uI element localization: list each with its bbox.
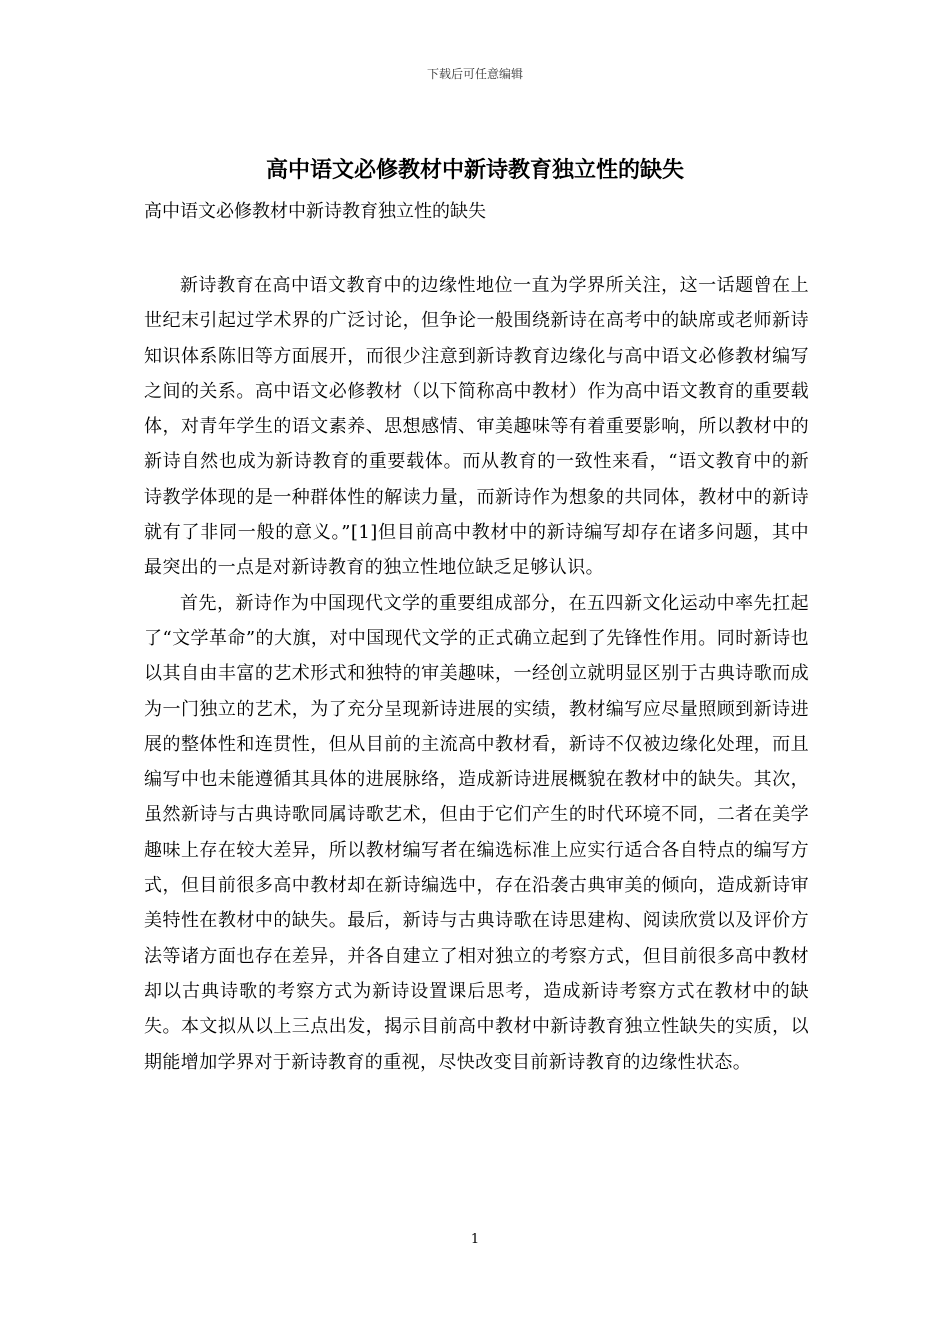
paragraph-intro: 新诗教育在高中语文教育中的边缘性地位一直为学界所关注，这一话题曾在上世纪末引起过学术界的广泛讨论，但争论一般围绕新诗在高考中的缺席或老师新诗知识体系陈旧等方面展开，而很少注意到新诗教育边缘化与高中语文必修教材编写之间的关系。高中语文必修教材（以下简称高中教材）作为高中语文教育的重要载体，对青年学生的语文素养、思想感情、审美趣味等有着重要影响，所以教材中的新诗自然也成为新诗教育的重要载体。而从教育的一致性来看，“语文教育中的新诗教学体现的是一种群体性的解读力量，而新诗作为想象的共同体，教材中的新诗就有了非同一般的意义。”[1]但目前高中教材中的新诗编写却存在诸多问题，其中最突出的一点是对新诗教育的独立性地位缺乏足够认识。 <box>144 275 809 579</box>
document-subtitle: 高中语文必修教材中新诗教育独立性的缺失 <box>144 201 486 222</box>
document-title: 高中语文必修教材中新诗教育独立性的缺失 <box>265 157 684 183</box>
header-note: 下载后可任意编辑 <box>426 67 523 81</box>
body-text <box>144 268 809 1080</box>
paragraph-outline: 首先，新诗作为中国现代文学的重要组成部分，在五四新文化运动中率先扛起了“文学革命”的大旗，对中国现代文学的正式确立起到了先锋性作用。同时新诗也以其自由丰富的艺术形式和独特的审美趣味，一经创立就明显区别于古典诗歌而成为一门独立的艺术，为了充分呈现新诗进展的实绩，教材编写应尽量照顾到新诗进展的整体性和连贯性，但从目前的主流高中教材看，新诗不仅被边缘化处理，而且编写中也未能遵循其具体的进展脉络，造成新诗进展概貌在教材中的缺失。其次，虽然新诗与古典诗歌同属诗歌艺术，但由于它们产生的时代环境不同，二者在美学趣味上存在较大差异，所以教材编写者在编选标准上应实行适合各自特点的编写方式，但目前很多高中教材却在新诗编选中，存在沿袭古典审美的倾向，造成新诗审美特性在教材中的缺失。最后，新诗与古典诗歌在诗思建构、阅读欣赏以及评价方法等诸方面也存在差异，并各自建立了相对独立的考察方式，但目前很多高中教材却以古典诗歌的考察方式为新诗设置课后思考，造成新诗考察方式在教材中的缺失。本文拟从以上三点出发，揭示目前高中教材中新诗教育独立性缺失的实质，以期能增加学界对于新诗教育的重视，尽快改变目前新诗教育的边缘性状态。 <box>144 592 809 1073</box>
page-number: 1 <box>470 1232 480 1247</box>
